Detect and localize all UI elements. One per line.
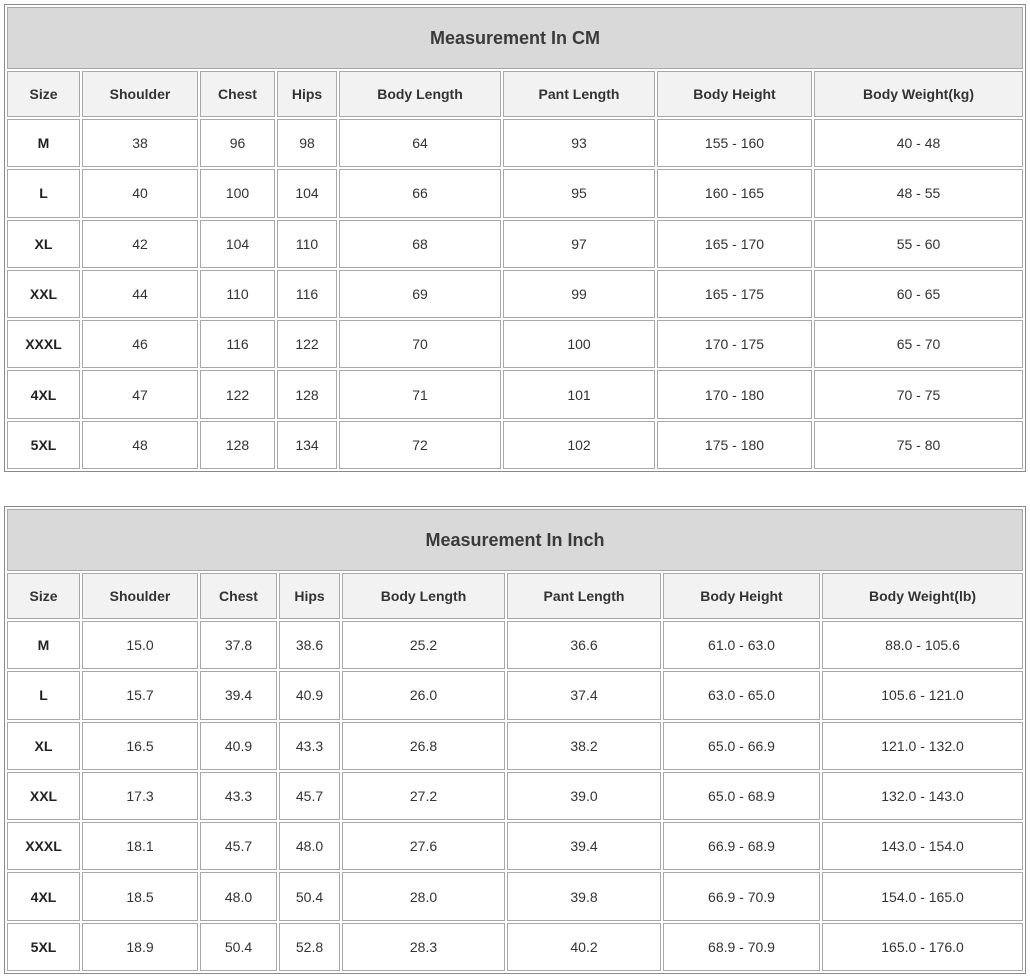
measurement-cell: 165 - 175 xyxy=(657,270,812,318)
measurement-cell: 68 xyxy=(339,220,501,268)
measurement-cell: 16.5 xyxy=(82,722,198,770)
measurement-cell: 38.6 xyxy=(279,621,340,669)
measurement-cell: 65.0 - 68.9 xyxy=(663,772,820,820)
table-row xyxy=(7,772,1023,820)
table-header-row xyxy=(7,573,1023,619)
measurement-cell: 72 xyxy=(339,421,501,469)
measurement-cell: 39.4 xyxy=(200,671,277,719)
size-label-cell: XXL xyxy=(7,772,80,820)
column-header: Hips xyxy=(279,573,340,619)
column-header: Size xyxy=(7,71,80,117)
measurement-cell: 42 xyxy=(82,220,198,268)
measurement-cell: 48 xyxy=(82,421,198,469)
size-label-cell: L xyxy=(7,169,80,217)
measurement-cell: 40.9 xyxy=(279,671,340,719)
measurement-cell: 65 - 70 xyxy=(814,320,1023,368)
size-label-cell: M xyxy=(7,119,80,167)
measurement-cell: 64 xyxy=(339,119,501,167)
measurement-cell: 93 xyxy=(503,119,655,167)
measurement-cell: 46 xyxy=(82,320,198,368)
measurement-cell: 48.0 xyxy=(200,872,277,920)
measurement-cell: 18.1 xyxy=(82,822,198,870)
column-header: Hips xyxy=(277,71,337,117)
measurement-cell: 155 - 160 xyxy=(657,119,812,167)
measurement-cell: 18.9 xyxy=(82,923,198,971)
table-row xyxy=(7,270,1023,318)
measurement-cell: 69 xyxy=(339,270,501,318)
measurement-cell: 39.8 xyxy=(507,872,661,920)
measurement-cell: 97 xyxy=(503,220,655,268)
measurement-cell: 165 - 170 xyxy=(657,220,812,268)
table-title: Measurement In CM xyxy=(7,7,1023,69)
measurement-cell: 50.4 xyxy=(200,923,277,971)
measurement-cell: 96 xyxy=(200,119,275,167)
measurement-cell: 68.9 - 70.9 xyxy=(663,923,820,971)
measurement-cell: 100 xyxy=(200,169,275,217)
table-row xyxy=(7,320,1023,368)
column-header: Body Length xyxy=(342,573,505,619)
size-label-cell: XXL xyxy=(7,270,80,318)
size-label-cell: XL xyxy=(7,220,80,268)
measurement-cell: 98 xyxy=(277,119,337,167)
table-row xyxy=(7,872,1023,920)
size-table-inch xyxy=(4,506,1026,974)
measurement-cell: 132.0 - 143.0 xyxy=(822,772,1023,820)
measurement-cell: 116 xyxy=(200,320,275,368)
measurement-cell: 95 xyxy=(503,169,655,217)
measurement-cell: 45.7 xyxy=(200,822,277,870)
measurement-cell: 116 xyxy=(277,270,337,318)
column-header: Chest xyxy=(200,71,275,117)
size-label-cell: XL xyxy=(7,722,80,770)
measurement-cell: 143.0 - 154.0 xyxy=(822,822,1023,870)
size-label-cell: 4XL xyxy=(7,872,80,920)
measurement-cell: 110 xyxy=(200,270,275,318)
measurement-cell: 38.2 xyxy=(507,722,661,770)
measurement-cell: 65.0 - 66.9 xyxy=(663,722,820,770)
table-row xyxy=(7,671,1023,719)
measurement-cell: 40 - 48 xyxy=(814,119,1023,167)
measurement-cell: 38 xyxy=(82,119,198,167)
measurement-cell: 55 - 60 xyxy=(814,220,1023,268)
measurement-cell: 70 - 75 xyxy=(814,370,1023,418)
measurement-cell: 40.2 xyxy=(507,923,661,971)
measurement-cell: 122 xyxy=(277,320,337,368)
size-label-cell: 5XL xyxy=(7,421,80,469)
measurement-cell: 48 - 55 xyxy=(814,169,1023,217)
measurement-cell: 128 xyxy=(200,421,275,469)
measurement-cell: 66.9 - 68.9 xyxy=(663,822,820,870)
measurement-cell: 36.6 xyxy=(507,621,661,669)
measurement-cell: 66.9 - 70.9 xyxy=(663,872,820,920)
table-row xyxy=(7,722,1023,770)
size-label-cell: L xyxy=(7,671,80,719)
column-header: Pant Length xyxy=(503,71,655,117)
measurement-cell: 128 xyxy=(277,370,337,418)
measurement-cell: 154.0 - 165.0 xyxy=(822,872,1023,920)
column-header: Body Weight(lb) xyxy=(822,573,1023,619)
measurement-cell: 60 - 65 xyxy=(814,270,1023,318)
measurement-cell: 43.3 xyxy=(279,722,340,770)
size-label-cell: 5XL xyxy=(7,923,80,971)
measurement-cell: 28.3 xyxy=(342,923,505,971)
measurement-cell: 50.4 xyxy=(279,872,340,920)
measurement-cell: 25.2 xyxy=(342,621,505,669)
measurement-cell: 39.0 xyxy=(507,772,661,820)
column-header: Body Weight(kg) xyxy=(814,71,1023,117)
measurement-cell: 45.7 xyxy=(279,772,340,820)
measurement-cell: 165.0 - 176.0 xyxy=(822,923,1023,971)
table-row xyxy=(7,923,1023,971)
column-header: Chest xyxy=(200,573,277,619)
measurement-cell: 61.0 - 63.0 xyxy=(663,621,820,669)
measurement-cell: 75 - 80 xyxy=(814,421,1023,469)
measurement-cell: 121.0 - 132.0 xyxy=(822,722,1023,770)
measurement-cell: 48.0 xyxy=(279,822,340,870)
measurement-cell: 170 - 175 xyxy=(657,320,812,368)
size-table-cm xyxy=(4,4,1026,472)
table-row xyxy=(7,169,1023,217)
size-label-cell: M xyxy=(7,621,80,669)
table-row xyxy=(7,822,1023,870)
measurement-cell: 18.5 xyxy=(82,872,198,920)
column-header: Body Height xyxy=(657,71,812,117)
column-header: Pant Length xyxy=(507,573,661,619)
measurement-cell: 52.8 xyxy=(279,923,340,971)
measurement-cell: 17.3 xyxy=(82,772,198,820)
measurement-cell: 40 xyxy=(82,169,198,217)
measurement-cell: 71 xyxy=(339,370,501,418)
measurement-cell: 63.0 - 65.0 xyxy=(663,671,820,719)
measurement-cell: 27.2 xyxy=(342,772,505,820)
measurement-cell: 39.4 xyxy=(507,822,661,870)
measurement-cell: 40.9 xyxy=(200,722,277,770)
measurement-cell: 70 xyxy=(339,320,501,368)
measurement-cell: 15.7 xyxy=(82,671,198,719)
column-header: Shoulder xyxy=(82,71,198,117)
table-row xyxy=(7,220,1023,268)
measurement-cell: 15.0 xyxy=(82,621,198,669)
table-row xyxy=(7,621,1023,669)
measurement-cell: 110 xyxy=(277,220,337,268)
measurement-cell: 101 xyxy=(503,370,655,418)
measurement-cell: 47 xyxy=(82,370,198,418)
measurement-cell: 100 xyxy=(503,320,655,368)
table-row xyxy=(7,370,1023,418)
measurement-cell: 88.0 - 105.6 xyxy=(822,621,1023,669)
measurement-cell: 104 xyxy=(200,220,275,268)
measurement-cell: 105.6 - 121.0 xyxy=(822,671,1023,719)
size-label-cell: 4XL xyxy=(7,370,80,418)
measurement-cell: 102 xyxy=(503,421,655,469)
column-header: Size xyxy=(7,573,80,619)
measurement-cell: 27.6 xyxy=(342,822,505,870)
measurement-cell: 44 xyxy=(82,270,198,318)
table-title-row xyxy=(7,7,1023,69)
column-header: Shoulder xyxy=(82,573,198,619)
column-header: Body Length xyxy=(339,71,501,117)
measurement-cell: 170 - 180 xyxy=(657,370,812,418)
column-header: Body Height xyxy=(663,573,820,619)
table-row xyxy=(7,119,1023,167)
measurement-cell: 134 xyxy=(277,421,337,469)
measurement-cell: 37.8 xyxy=(200,621,277,669)
size-label-cell: XXXL xyxy=(7,822,80,870)
size-label-cell: XXXL xyxy=(7,320,80,368)
measurement-cell: 175 - 180 xyxy=(657,421,812,469)
table-title: Measurement In Inch xyxy=(7,509,1023,571)
measurement-cell: 37.4 xyxy=(507,671,661,719)
measurement-cell: 160 - 165 xyxy=(657,169,812,217)
measurement-cell: 66 xyxy=(339,169,501,217)
table-row xyxy=(7,421,1023,469)
measurement-cell: 28.0 xyxy=(342,872,505,920)
measurement-cell: 26.0 xyxy=(342,671,505,719)
table-title-row xyxy=(7,509,1023,571)
table-header-row xyxy=(7,71,1023,117)
measurement-cell: 43.3 xyxy=(200,772,277,820)
measurement-cell: 104 xyxy=(277,169,337,217)
measurement-cell: 122 xyxy=(200,370,275,418)
measurement-cell: 99 xyxy=(503,270,655,318)
measurement-cell: 26.8 xyxy=(342,722,505,770)
